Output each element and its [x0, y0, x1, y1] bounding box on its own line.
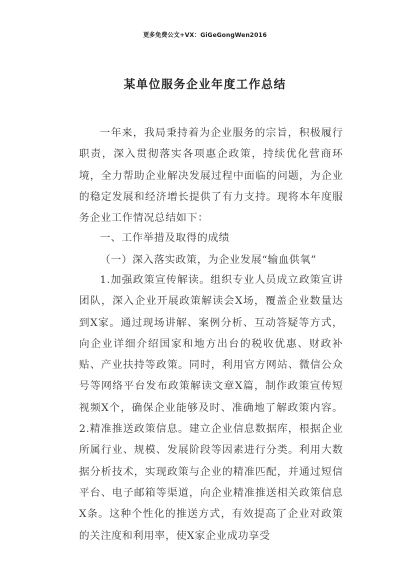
policy-text: 1.加强政策宣传解读。组织专业人员成立政策宣讲团队，深入企业开展政策解读会X场，覆盖企业数量达到X家。通过现场讲解、案例分析、互动答疑等方式，向企业详细介绍国家和地方出台的税收优惠、财政补贴、产业扶持等政策。同时，利用官方网站、微信公众号等网络平台发布政策解读文章X篇，制作政策宣传短视频X个，确保企业能够及时、准确地了解政策内容。2.精准推送政策信息。建立企业信息数据库，根据企业所属行业、规模、发展阶段等因素进行分类。利用大数据分析技术，实现政策与企业的精准匹配，并通过短信平台、电子邮箱等渠道，向企业精准推送相关政策信息X条。这种个性化的推送方式，有效提高了企业对政策的关注度和利用率，使X家企业成功享受: [79, 274, 343, 542]
intro-paragraph: [79, 123, 343, 229]
policy-paragraph: [79, 270, 343, 547]
header-watermark-note: 更多免费公文+VX：GiGeGongWen2016: [143, 32, 267, 39]
intro-text: 一年来，我局秉持着为企业服务的宗旨，积极履行职责，深入贯彻落实各项惠企政策，持续优化营商环境，全力帮助企业解决发展过程中面临的问题，为企业的稳定发展和经济增长提供了有力支持。现将本年度服务企业工作情况总结如下：: [79, 127, 343, 225]
document-title: 某单位服务企业年度工作总结: [123, 77, 287, 91]
section-heading: 一、工作举措及取得的成绩: [100, 232, 230, 244]
subsection-heading: （一）深入落实政策，为企业发展“输血供氧”: [100, 254, 317, 266]
